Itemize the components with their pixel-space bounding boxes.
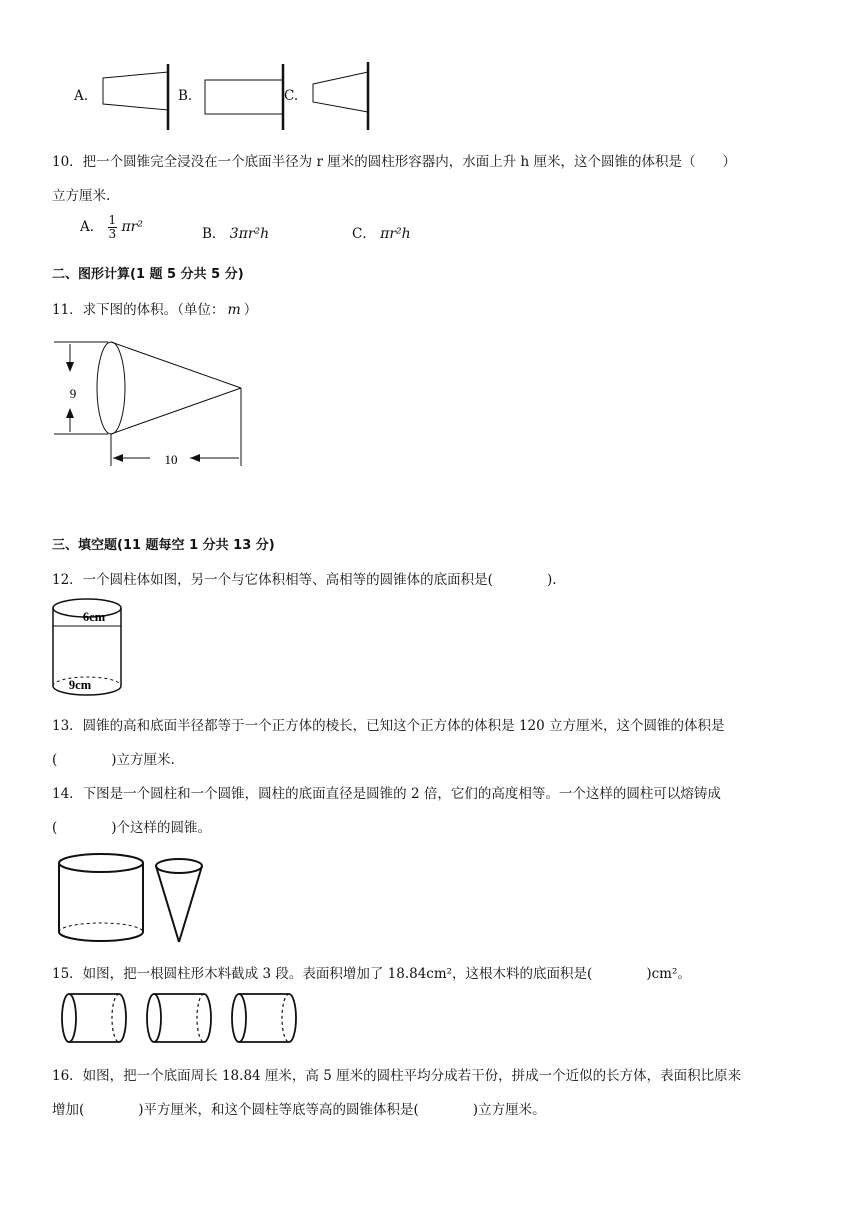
q13-text-line2: ( )立方厘米. bbox=[52, 752, 175, 768]
q10-option-a-label: A． bbox=[80, 219, 104, 235]
q10-option-b bbox=[202, 222, 269, 242]
q10-option-b-label: B． bbox=[202, 226, 226, 242]
q11-length-label: 10 bbox=[164, 452, 178, 467]
q14-cylinder bbox=[59, 854, 143, 941]
q9-option-a-label: A. bbox=[74, 88, 89, 104]
q12-cylinder-figure bbox=[50, 596, 130, 702]
fraction-denominator: 3 bbox=[108, 227, 117, 241]
q11-unit: m bbox=[227, 302, 241, 318]
q9-option-b-label: B. bbox=[178, 88, 193, 104]
q11-text bbox=[52, 298, 257, 318]
q16-text-line1: 16．如图，把一个底面周长 18.84 厘米，高 5 厘米的圆柱平均分成若干份，拼成一个近似的长方体，表面积比原来 bbox=[52, 1068, 742, 1084]
q10-option-b-expr: 3πr²h bbox=[229, 226, 270, 242]
q13-text-line1: 13．圆锥的高和底面半径都等于一个正方体的棱长，已知这个正方体的体积是 120 立方厘米，这个圆锥的体积是 bbox=[52, 718, 725, 734]
q12-diameter-label: 6cm bbox=[82, 610, 106, 624]
q10-option-c bbox=[352, 222, 411, 242]
q10-option-c-expr: πr²h bbox=[380, 226, 411, 242]
q10-text-line1: 10．把一个圆锥完全浸没在一个底面半径为 r 厘米的圆柱形容器内，水面上升 h 厘米，这个圆锥的体积是（ ） bbox=[52, 154, 736, 170]
q11-prompt: 11．求下图的体积。（单位： bbox=[52, 302, 225, 318]
q9-figure-c bbox=[313, 62, 368, 130]
q12-height-label: 9cm bbox=[68, 678, 92, 692]
section-2-title: 二、图形计算(1 题 5 分共 5 分) bbox=[52, 267, 244, 282]
q11-cone-figure bbox=[50, 330, 270, 480]
q16-text-line2: 增加( )平方厘米，和这个圆柱等底等高的圆锥体积是( )立方厘米。 bbox=[52, 1102, 546, 1118]
section-3-title: 三、填空题(11 题每空 1 分共 13 分) bbox=[52, 538, 275, 553]
q14-cylinder-cone-figure bbox=[55, 852, 215, 948]
q14-text-line1: 14．下图是一个圆柱和一个圆锥，圆柱的底面直径是圆锥的 2 倍，它们的高度相等。一个这样的圆柱可以熔铸成 bbox=[52, 786, 721, 802]
q15-piece-3 bbox=[232, 994, 296, 1042]
q10-text-line2: 立方厘米. bbox=[52, 188, 111, 204]
q10-option-a-fraction bbox=[108, 214, 118, 241]
q9-figure-b bbox=[205, 64, 283, 130]
q10-option-a-expr: πr² bbox=[121, 219, 143, 235]
q9-option-c-label: C. bbox=[284, 88, 299, 104]
q12-text: 12．一个圆柱体如图，另一个与它体积相等、高相等的圆锥体的底面积是( ). bbox=[52, 572, 557, 588]
q15-text: 15．如图，把一根圆柱形木料截成 3 段。表面积增加了 18.84cm²，这根木料的底面积是( )cm²。 bbox=[52, 966, 691, 982]
fraction-numerator: 1 bbox=[108, 213, 117, 227]
q15-piece-1 bbox=[62, 994, 126, 1042]
q11-height-label: 9 bbox=[69, 386, 77, 401]
q9-figure-a bbox=[103, 64, 168, 130]
q14-text-line2: ( )个这样的圆锥。 bbox=[52, 820, 212, 836]
q10-option-a bbox=[80, 214, 143, 241]
q15-log-pieces-figure bbox=[58, 990, 308, 1050]
q15-piece-2 bbox=[147, 994, 211, 1042]
q14-cone bbox=[156, 859, 202, 942]
q9-option-figures bbox=[0, 0, 400, 140]
q11-close: ） bbox=[243, 302, 258, 318]
q10-option-c-label: C． bbox=[352, 226, 376, 242]
